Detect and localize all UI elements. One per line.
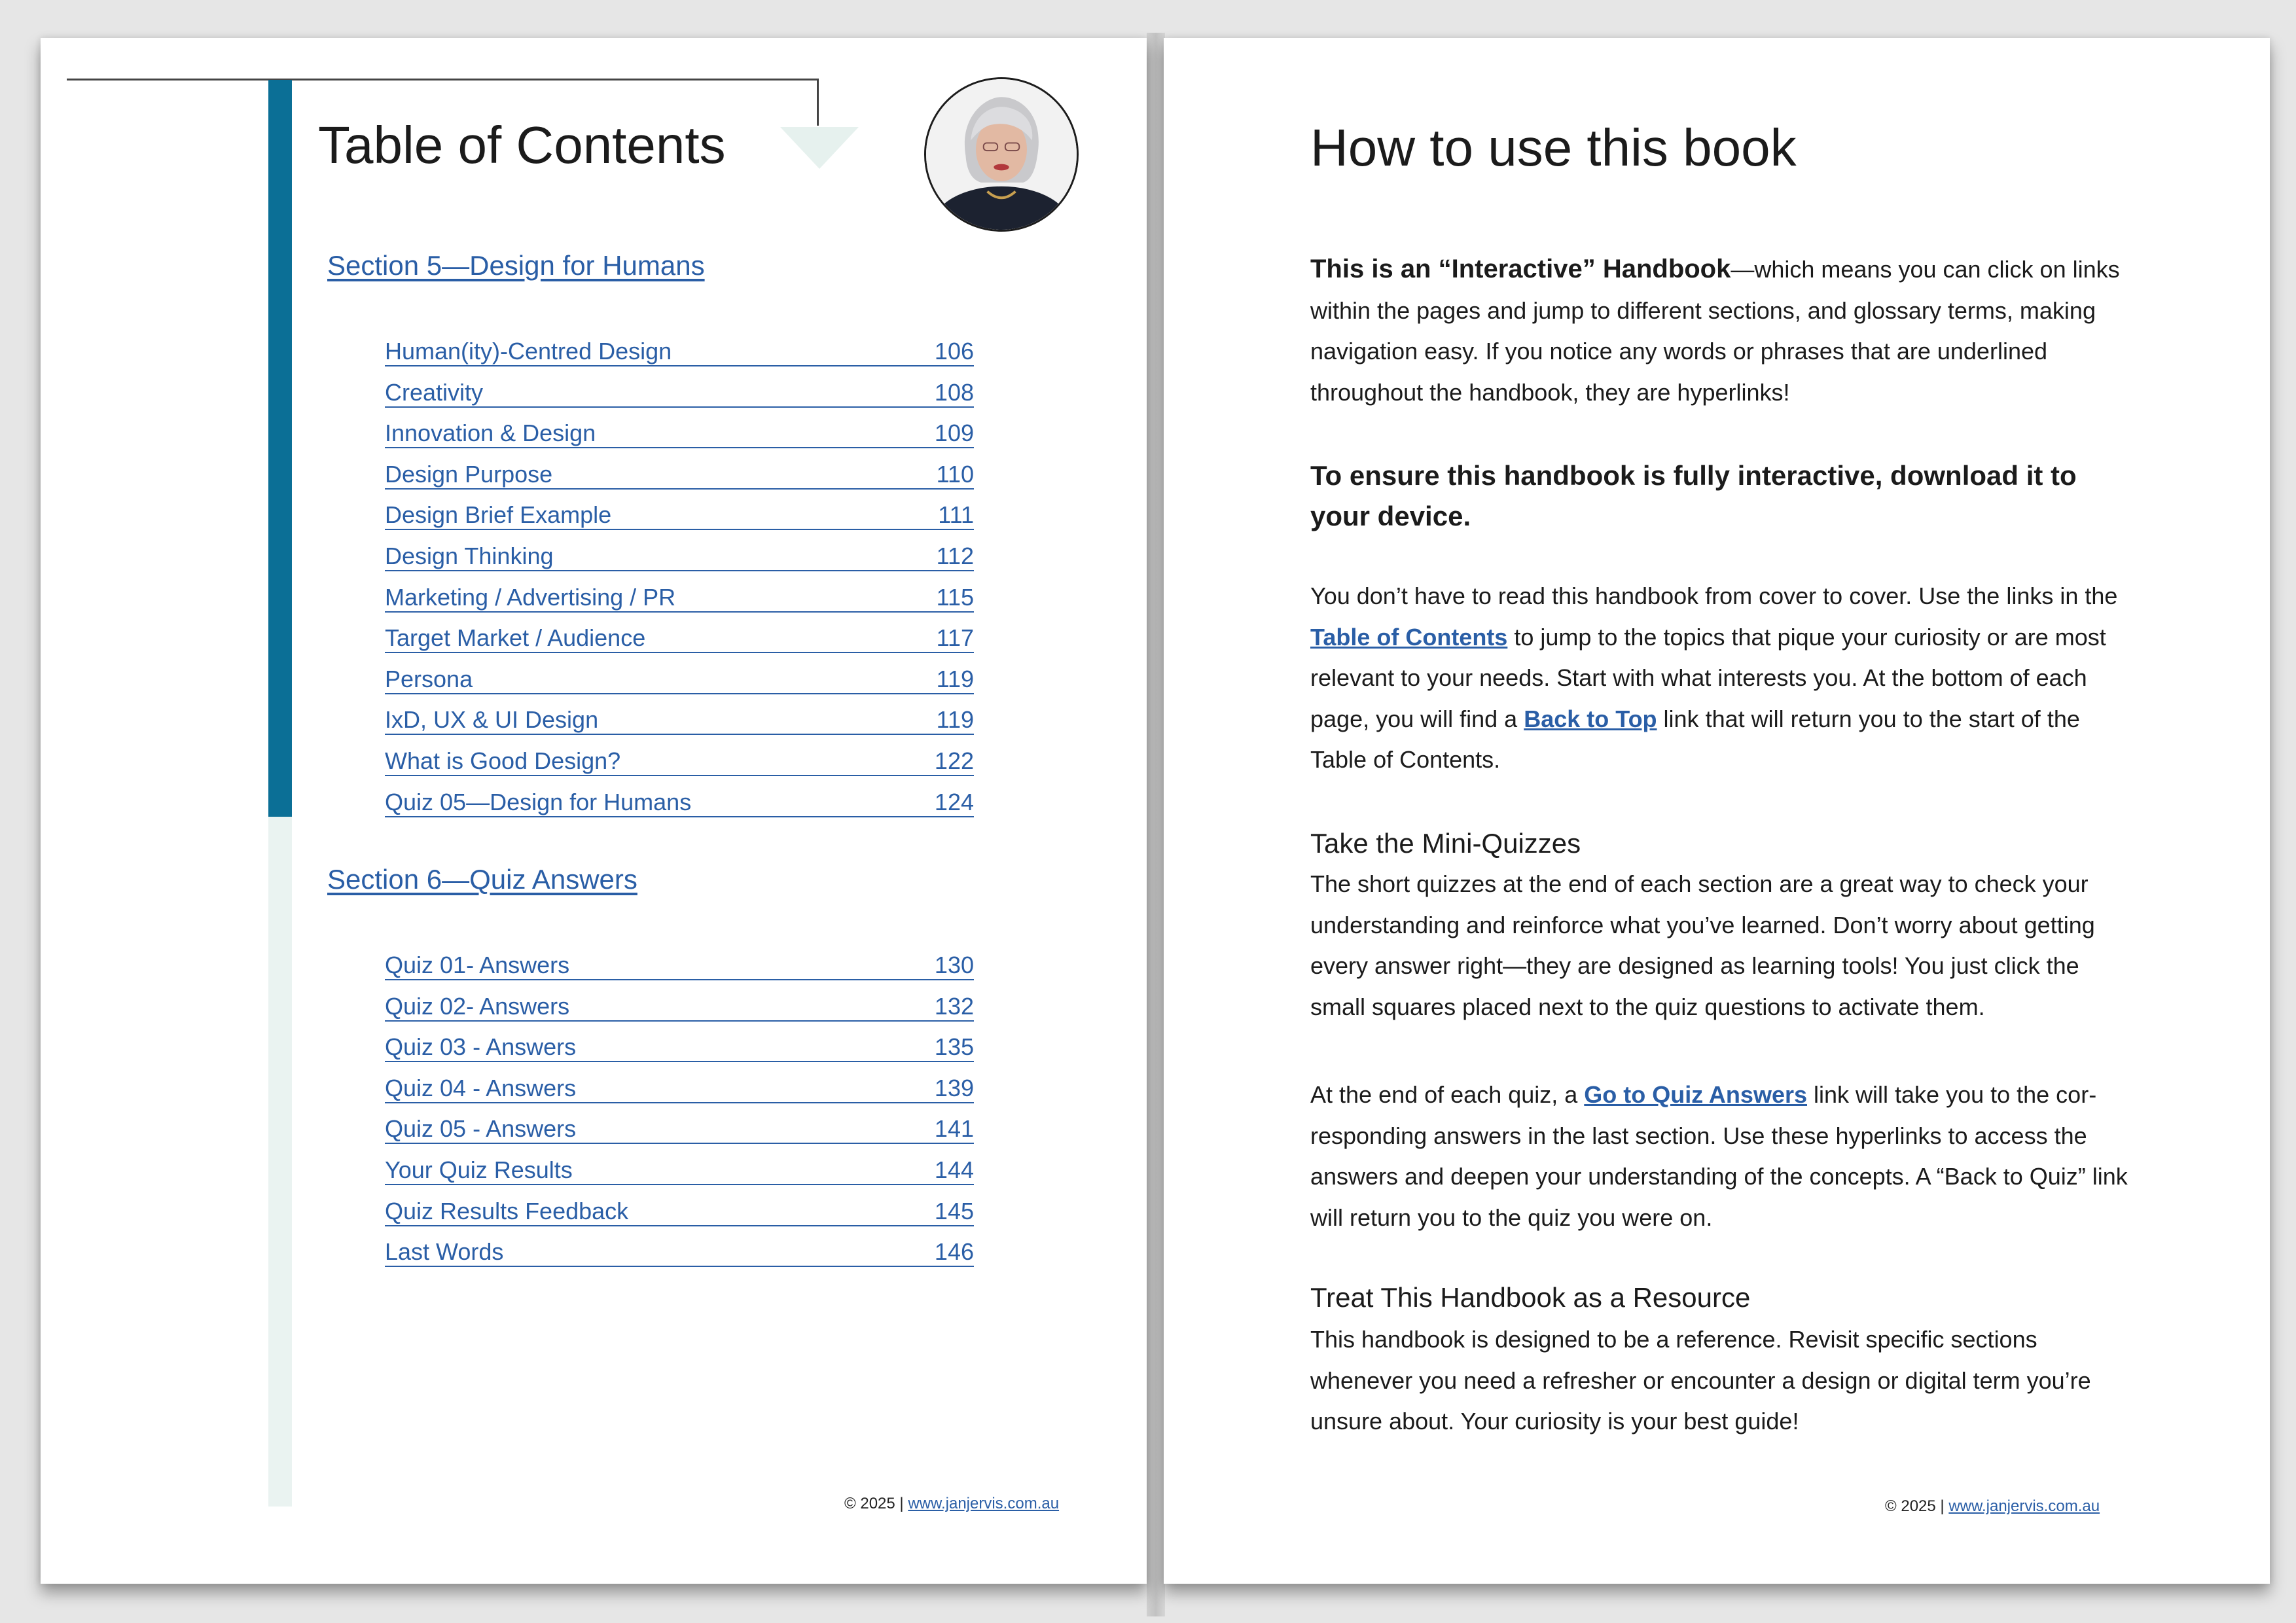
toc-entry-label: Design Purpose (385, 460, 553, 488)
section-bar-active (268, 80, 292, 817)
reading-text: You don’t have to read this handbook from cover to cover. Use the links in the (1310, 582, 2118, 609)
toc-entry[interactable] (385, 747, 974, 789)
book-spine (1147, 33, 1165, 1616)
author-portrait-image (926, 79, 1077, 230)
toc-entry[interactable] (385, 993, 974, 1034)
toc-entry[interactable] (385, 624, 974, 666)
toc-entry-label: Marketing / Advertising / PR (385, 583, 676, 611)
reading-text: link that will return you to the start of the Table of Contents. (1310, 705, 2080, 774)
toc-entry-page: 110 (936, 460, 974, 488)
answers-text: At the end of each quiz, a (1310, 1081, 1585, 1108)
toc-entry-label: IxD, UX & UI Design (385, 706, 599, 734)
download-note: To ensure this handbook is fully interactive, download it to your device. (1310, 460, 2077, 531)
triangle-marker (780, 127, 859, 169)
toc-entry[interactable] (385, 1115, 974, 1156)
header-rule-drop (817, 79, 819, 126)
toc-entry-label: Last Words (385, 1238, 504, 1266)
answers-text: link will take you to the corresponding answers in the last section. Use these hyperlinks to access the answers and deepen your understanding of the concepts. A “Back to Quiz” link will return you to the quiz you were on. (1310, 1081, 2128, 1231)
go-to-quiz-answers-link[interactable]: Go to Quiz Answers (1584, 1081, 1807, 1108)
toc-entry-page: 146 (934, 1238, 974, 1266)
toc-entry-page: 124 (934, 788, 974, 815)
toc-entry[interactable] (385, 501, 974, 543)
copyright-text: © 2025 | (844, 1495, 908, 1512)
toc-entry-page: 117 (936, 624, 974, 652)
toc-entry[interactable] (385, 1075, 974, 1116)
section-5-link[interactable]: Section 5—Design for Humans (327, 250, 705, 281)
quizzes-heading: Take the Mini-Quizzes (1310, 828, 1581, 859)
toc-entry-page: 112 (936, 542, 974, 569)
toc-entry-label: Quiz 05 - Answers (385, 1115, 577, 1143)
toc-entry-label: Human(ity)-Centred Design (385, 338, 672, 365)
resource-paragraph: This handbook is designed to be a reference. Revisit specific sections whenever you need a refresher or encounter a design or digital term you’re unsure about. Your curiosity is your best guide! (1310, 1326, 2091, 1435)
toc-entry-label: Creativity (385, 378, 484, 406)
toc-entry-page: 139 (934, 1074, 974, 1101)
quizzes-paragraph: The short quizzes at the end of each section are a great way to check your understanding and reinforce what you’ve learned. Don’t worry about getting every answer right—they are designed as learning tools! You just click the small squares placed next to the quiz questions to activate them. (1310, 870, 2095, 1020)
toc-entry-page: 135 (934, 1033, 974, 1061)
toc-entry[interactable] (385, 338, 974, 379)
toc-entry-page: 109 (934, 419, 974, 447)
toc-entry-page: 145 (934, 1197, 974, 1224)
right-page (1164, 38, 2270, 1584)
section-6-link[interactable]: Section 6—Quiz Answers (327, 864, 637, 895)
toc-entry-page: 130 (934, 952, 974, 978)
toc-entry-page: 108 (934, 378, 974, 406)
section-5-entries (385, 338, 974, 829)
toc-entry[interactable] (385, 1156, 974, 1198)
page-footer (1885, 1497, 2100, 1516)
toc-entry-label: Quiz 05—Design for Humans (385, 788, 692, 815)
toc-entry-page: 144 (934, 1156, 974, 1183)
toc-entry-label: Quiz Results Feedback (385, 1197, 629, 1224)
toc-entry-page: 119 (936, 665, 974, 692)
intro-lead: This is an “Interactive” Handbook (1310, 255, 1731, 283)
toc-title: Table of Contents (318, 116, 726, 174)
toc-entry-label: Quiz 02- Answers (385, 992, 570, 1020)
answers-paragraph (1310, 1075, 2135, 1238)
section-bar-inactive (268, 817, 292, 1507)
toc-entry-page: 115 (936, 583, 974, 611)
section-6-entries (385, 952, 974, 1279)
toc-entry-label: What is Good Design? (385, 747, 621, 774)
toc-entry-label: Innovation & Design (385, 419, 596, 447)
page-footer (844, 1495, 1059, 1513)
reading-text: to jump to the topics that pique your curiosity or are most relevant to your needs. Start with what interests you. At the bottom of each page, you will find a (1310, 623, 2106, 732)
left-page (41, 38, 1147, 1584)
back-to-top-link[interactable]: Back to Top (1524, 705, 1657, 732)
table-of-contents-link[interactable]: Table of Contents (1310, 623, 1508, 651)
toc-entry-label: Persona (385, 665, 473, 692)
toc-entry-label: Design Thinking (385, 542, 554, 569)
toc-entry[interactable] (385, 952, 974, 993)
website-link[interactable]: www.janjervis.com.au (908, 1495, 1060, 1512)
toc-entry-label: Quiz 04 - Answers (385, 1074, 577, 1101)
toc-entry-label: Your Quiz Results (385, 1156, 573, 1183)
toc-entry-page: 122 (934, 747, 974, 774)
header-rule (67, 79, 818, 80)
toc-entry-page: 106 (934, 338, 974, 365)
toc-entry-label: Target Market / Audience (385, 624, 646, 652)
toc-entry[interactable] (385, 1238, 974, 1279)
toc-entry-label: Quiz 01- Answers (385, 952, 570, 978)
page-title: How to use this book (1310, 118, 1797, 177)
reading-paragraph (1310, 576, 2135, 781)
resource-heading: Treat This Handbook as a Resource (1310, 1282, 1751, 1313)
copyright-text: © 2025 | (1885, 1497, 1949, 1515)
toc-entry-label: Quiz 03 - Answers (385, 1033, 577, 1061)
toc-entry-page: 141 (934, 1115, 974, 1143)
intro-paragraph (1310, 249, 2135, 413)
toc-entry-label: Design Brief Example (385, 501, 612, 529)
toc-entry[interactable] (385, 419, 974, 461)
toc-entry-page: 119 (936, 706, 974, 734)
toc-entry[interactable] (385, 461, 974, 502)
website-link[interactable]: www.janjervis.com.au (1948, 1497, 2100, 1515)
intro-text: —which means you can click on links within the pages and jump to different sections, and glossary terms, making navigation easy. If you notice any words or phrases that are underlined throughout the handbook, they are hyperlinks! (1310, 256, 2120, 406)
toc-entry[interactable] (385, 584, 974, 625)
toc-entry[interactable] (385, 1033, 974, 1075)
toc-entry-page: 132 (934, 992, 974, 1020)
toc-entry[interactable] (385, 1198, 974, 1239)
author-avatar (924, 77, 1079, 232)
toc-entry[interactable] (385, 789, 974, 830)
toc-entry-page: 111 (938, 501, 974, 529)
toc-entry[interactable] (385, 666, 974, 707)
toc-entry[interactable] (385, 379, 974, 420)
toc-entry[interactable] (385, 543, 974, 584)
toc-entry[interactable] (385, 706, 974, 747)
